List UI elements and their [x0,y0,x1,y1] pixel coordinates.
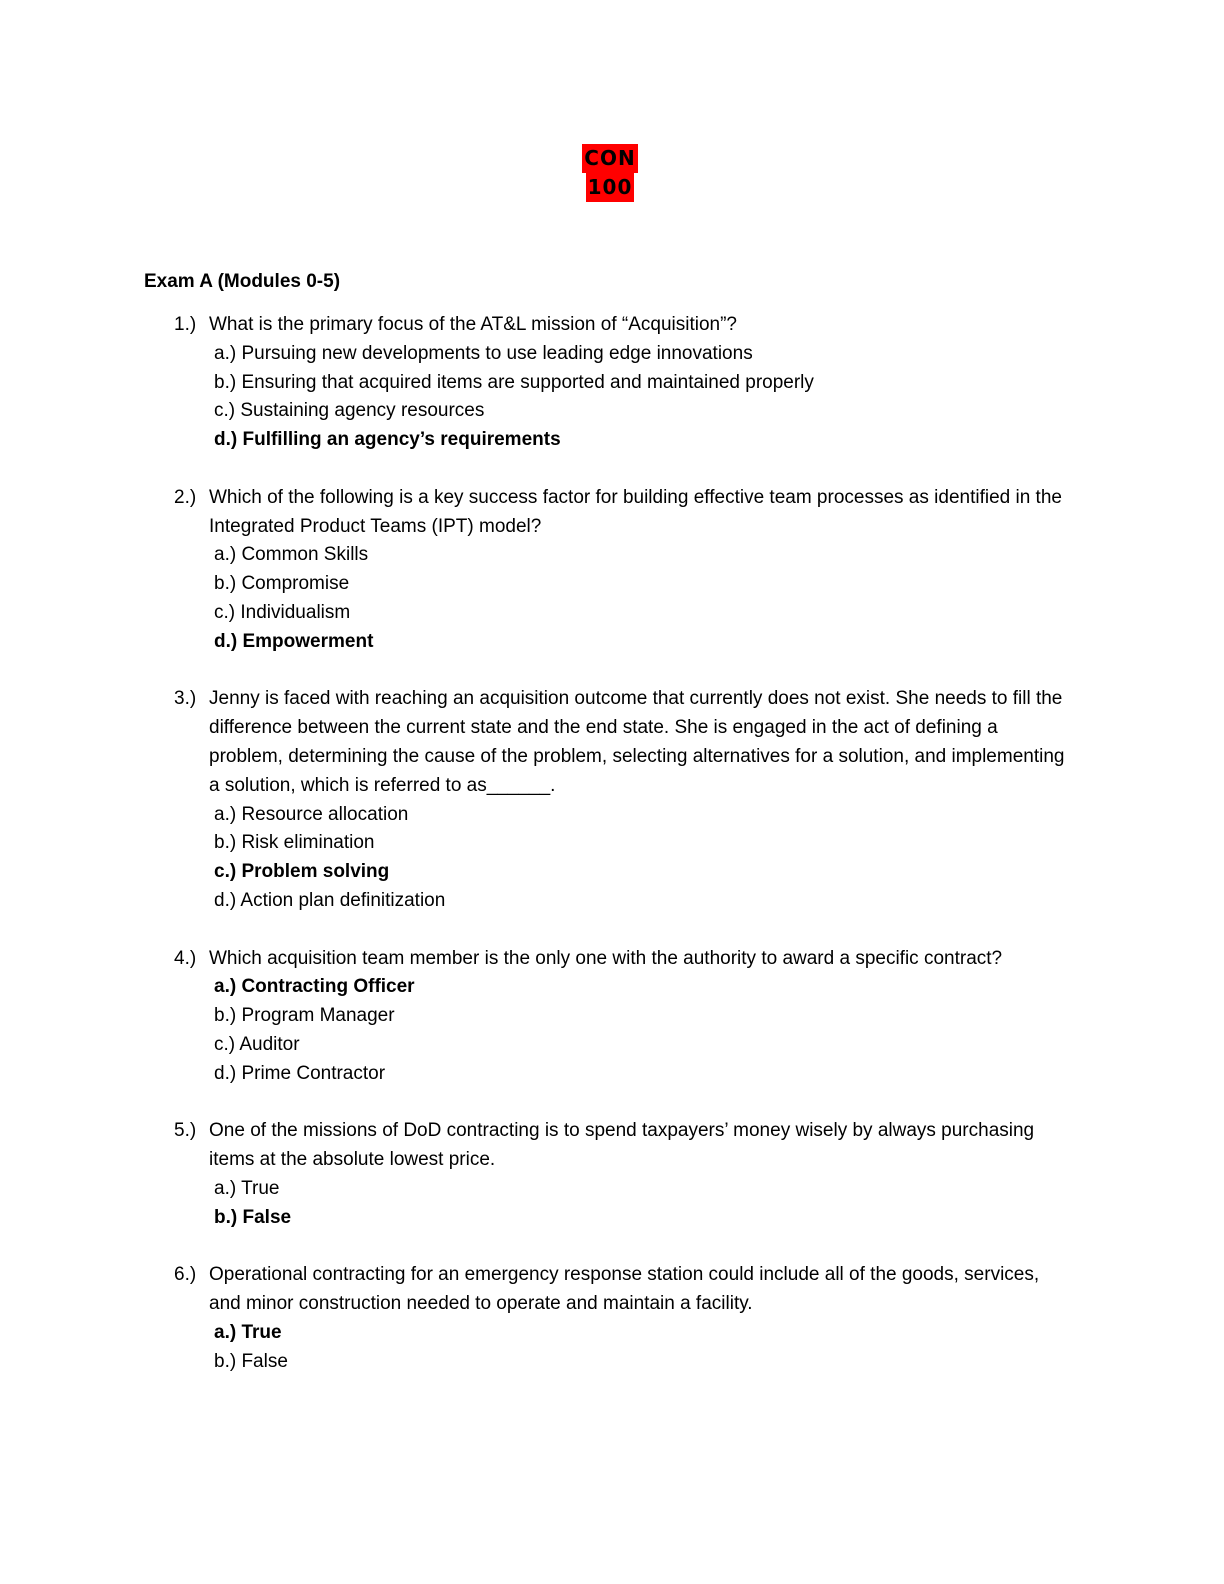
option-list [174,541,1074,656]
question-4 [174,945,1074,1089]
option-b-correct: b.) False [214,1206,292,1228]
option-list [174,801,1074,916]
course-code-line2: 100 [586,173,635,202]
option-b: b.) Ensuring that acquired items are supported and maintained properly [214,371,814,393]
option-a: a.) Resource allocation [214,803,409,825]
option-a: a.) Common Skills [214,544,369,566]
question-number: 4.) [174,947,197,969]
option-a: a.) Pursuing new developments to use leading edge innovations [214,342,753,364]
option-c: c.) Individualism [214,601,351,623]
option-b: b.) Risk elimination [214,832,375,854]
option-c: c.) Auditor [214,1033,300,1055]
option-a-correct: a.) Contracting Officer [214,976,415,998]
option-b: b.) Compromise [214,573,350,595]
option-d: d.) Prime Contractor [214,1062,386,1084]
option-d: d.) Action plan definitization [214,889,446,911]
option-list [174,1175,1074,1233]
question-number: 1.) [174,314,197,335]
question-6 [174,1261,1074,1376]
question-text: Which of the following is a key success factor for building effective team processes as identified in the Integrated Product Teams (IPT) model? [209,486,1062,537]
question-1 [174,311,1074,455]
option-b: b.) False [214,1350,288,1372]
question-number: 3.) [174,688,197,710]
question-text: What is the primary focus of the AT&L mission of “Acquisition”? [209,314,737,335]
question-number: 2.) [174,486,197,508]
question-list [174,311,1074,1405]
question-text: Jenny is faced with reaching an acquisition outcome that currently does not exist. She needs to fill the difference between the current state and the end state. She is engaged in the act of defining a problem, determining the cause of the problem, selecting alternatives for a solution, and implementing a solution, which is referred to as______. [209,688,1065,796]
option-d-correct: d.) Fulfilling an agency’s requirements [214,429,561,451]
option-list [174,340,1074,455]
option-c-correct: c.) Problem solving [214,861,390,883]
course-code-badge [578,144,642,202]
option-list [174,973,1074,1088]
option-b: b.) Program Manager [214,1005,395,1027]
question-text: Operational contracting for an emergency response station could include all of the goods, services, and minor construction needed to operate and maintain a facility. [209,1264,1040,1315]
option-a-correct: a.) True [214,1321,282,1343]
question-5 [174,1117,1074,1232]
exam-title: Exam A (Modules 0-5) [144,271,341,292]
question-number: 5.) [174,1120,197,1142]
question-3 [174,685,1074,915]
option-list [174,1319,1074,1377]
question-2 [174,484,1074,657]
course-code-line1: CON [582,144,637,173]
option-a: a.) True [214,1177,280,1199]
option-d-correct: d.) Empowerment [214,630,374,652]
question-text: One of the missions of DoD contracting is to spend taxpayers’ money wisely by always purchasing items at the absolute lowest price. [209,1120,1035,1171]
question-number: 6.) [174,1264,197,1286]
question-text: Which acquisition team member is the only one with the authority to award a specific contract? [209,947,1003,969]
option-c: c.) Sustaining agency resources [214,400,485,422]
